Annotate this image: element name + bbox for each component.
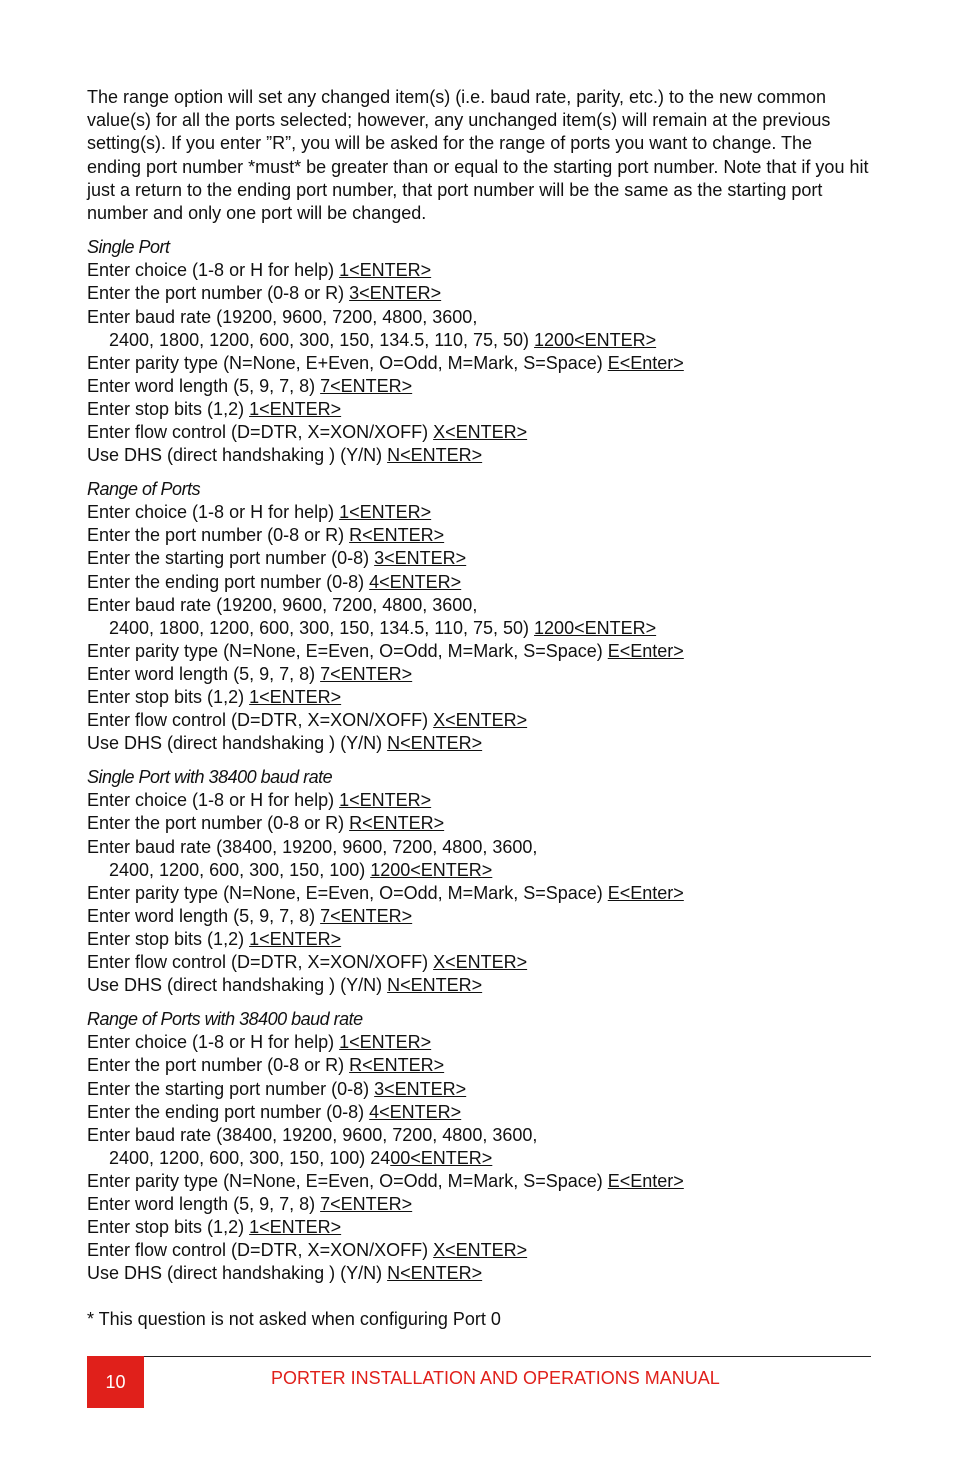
answer-text: X<ENTER>	[433, 1240, 528, 1261]
prompt-line	[87, 282, 871, 305]
prompt-line	[87, 1239, 871, 1262]
prompt-text: Enter stop bits (1,2)	[87, 928, 250, 949]
prompt-line	[87, 951, 871, 974]
prompt-text: Enter the port number (0-8 or R)	[87, 525, 350, 546]
prompt-text: Enter parity type (N=None, E+Even, O=Odd, M=Mark, S=Space)	[87, 352, 608, 373]
prompt-line	[87, 306, 871, 329]
prompt-line	[87, 1193, 871, 1216]
answer-text: 00<ENTER>	[390, 1147, 493, 1168]
prompt-line	[87, 1054, 871, 1077]
config-sections	[87, 236, 871, 1285]
answer-text: X<ENTER>	[433, 710, 528, 731]
answer-text: R<ENTER>	[349, 813, 445, 834]
answer-text: N<ENTER>	[387, 445, 483, 466]
prompt-text: Enter choice (1-8 or H for help)	[87, 790, 340, 811]
answer-text: 3<ENTER>	[374, 1078, 467, 1099]
config-section	[87, 766, 871, 997]
answer-text: N<ENTER>	[387, 733, 483, 754]
section-title: Single Port with 38400 baud rate	[87, 767, 333, 788]
prompt-text: Enter the port number (0-8 or R)	[87, 813, 350, 834]
prompt-text: Enter the port number (0-8 or R)	[87, 1055, 350, 1076]
config-section	[87, 478, 871, 755]
config-section	[87, 1008, 871, 1285]
prompt-text: 2400, 1800, 1200, 600, 300, 150, 134.5, 110, 75, 50)	[109, 617, 535, 638]
prompt-text: Enter the ending port number (0-8)	[87, 1101, 370, 1122]
answer-text: 1<ENTER>	[339, 1032, 432, 1053]
prompt-line	[87, 352, 871, 375]
answer-text: 7<ENTER>	[320, 905, 413, 926]
prompt-text: Enter baud rate (38400, 19200, 9600, 7200, 4800, 3600,	[87, 836, 538, 857]
prompt-line	[87, 398, 871, 421]
prompt-line	[87, 524, 871, 547]
section-title: Range of Ports	[87, 479, 201, 500]
prompt-line	[87, 882, 871, 905]
prompt-text: Use DHS (direct handshaking ) (Y/N)	[87, 975, 388, 996]
prompt-text: Enter stop bits (1,2)	[87, 1217, 250, 1238]
prompt-text: Enter the starting port number (0-8)	[87, 1078, 375, 1099]
answer-text: X<ENTER>	[433, 952, 528, 973]
section-title: Single Port	[87, 237, 170, 258]
prompt-line	[87, 421, 871, 444]
prompt-text: Enter word length (5, 9, 7, 8)	[87, 663, 321, 684]
prompt-text: Enter the port number (0-8 or R)	[87, 283, 350, 304]
footer-rule	[87, 1356, 871, 1357]
intro-paragraph: The range option will set any changed item(s) (i.e. baud rate, parity, etc.) to the new common value(s) for all the ports selected; however, any unchanged item(s) will remain at the previous setting(s). If you enter ”R”, you will be asked for the range of ports you want to change. The ending port number *must* be greater than or equal to the starting port number. Note that if you hit just a return to the ending port number, that port number will be the same as the starting port number and only one port will be changed.	[87, 87, 869, 224]
prompt-line	[87, 974, 871, 997]
answer-text: 1<ENTER>	[249, 1217, 342, 1238]
prompt-text: 2400, 1200, 600, 300, 150, 100) 24	[109, 1147, 391, 1168]
prompt-line	[87, 1031, 871, 1054]
prompt-text: Enter parity type (N=None, E=Even, O=Odd, M=Mark, S=Space)	[87, 640, 608, 661]
prompt-line	[87, 501, 871, 524]
document-body	[87, 86, 871, 1331]
prompt-line	[87, 594, 871, 617]
answer-text: 1200<ENTER>	[534, 329, 657, 350]
prompt-line	[87, 789, 871, 812]
answer-text: E<Enter>	[607, 352, 684, 373]
prompt-line	[87, 1078, 871, 1101]
answer-text: R<ENTER>	[349, 1055, 445, 1076]
prompt-line	[87, 444, 871, 467]
answer-text: 1<ENTER>	[339, 260, 432, 281]
prompt-text: Enter word length (5, 9, 7, 8)	[87, 905, 321, 926]
prompt-text: Use DHS (direct handshaking ) (Y/N)	[87, 445, 388, 466]
prompt-text: Enter stop bits (1,2)	[87, 687, 250, 707]
answer-text: E<Enter>	[607, 882, 684, 903]
prompt-text: Enter parity type (N=None, E=Even, O=Odd, M=Mark, S=Space)	[87, 882, 608, 903]
prompt-text: Enter parity type (N=None, E=Even, O=Odd, M=Mark, S=Space)	[87, 1170, 608, 1191]
prompt-text: Enter flow control (D=DTR, X=XON/XOFF)	[87, 1240, 434, 1261]
prompt-line	[87, 836, 871, 859]
prompt-line	[87, 928, 871, 951]
prompt-line	[87, 375, 871, 398]
prompt-line	[87, 640, 871, 663]
prompt-line	[87, 1147, 871, 1170]
answer-text: 4<ENTER>	[369, 1101, 462, 1122]
prompt-line	[87, 329, 871, 352]
prompt-text: Use DHS (direct handshaking ) (Y/N)	[87, 733, 388, 754]
answer-text: X<ENTER>	[433, 421, 528, 442]
prompt-line	[87, 571, 871, 594]
answer-text: 1<ENTER>	[249, 687, 342, 707]
prompt-text: Enter flow control (D=DTR, X=XON/XOFF)	[87, 710, 434, 731]
prompt-line	[87, 1216, 871, 1239]
prompt-line	[87, 905, 871, 928]
prompt-line	[87, 547, 871, 570]
config-section	[87, 236, 871, 467]
prompt-text: Enter flow control (D=DTR, X=XON/XOFF)	[87, 952, 434, 973]
prompt-line	[87, 709, 871, 732]
prompt-text: Enter the starting port number (0-8)	[87, 548, 375, 569]
prompt-text: Enter baud rate (19200, 9600, 7200, 4800, 3600,	[87, 306, 478, 327]
answer-text: N<ENTER>	[387, 1263, 483, 1284]
answer-text: R<ENTER>	[349, 525, 445, 546]
answer-text: E<Enter>	[607, 640, 684, 661]
footnote: * This question is not asked when configuring Port 0	[87, 1309, 501, 1330]
answer-text: 7<ENTER>	[320, 1193, 413, 1214]
prompt-line	[87, 732, 871, 755]
prompt-line	[87, 1101, 871, 1124]
page-number: 10	[87, 1356, 144, 1408]
prompt-line	[87, 1170, 871, 1193]
prompt-text: Enter word length (5, 9, 7, 8)	[87, 1193, 321, 1214]
prompt-text: 2400, 1200, 600, 300, 150, 100)	[109, 859, 371, 880]
answer-text: 1<ENTER>	[339, 502, 432, 523]
answer-text: 1200<ENTER>	[534, 617, 657, 638]
answer-text: E<Enter>	[607, 1170, 684, 1191]
prompt-text: Use DHS (direct handshaking ) (Y/N)	[87, 1263, 388, 1284]
answer-text: 7<ENTER>	[320, 375, 413, 396]
prompt-text: Enter choice (1-8 or H for help)	[87, 1032, 340, 1053]
prompt-text: Enter word length (5, 9, 7, 8)	[87, 375, 321, 396]
prompt-text: Enter the ending port number (0-8)	[87, 571, 370, 592]
prompt-line	[87, 617, 871, 640]
prompt-text: Enter baud rate (19200, 9600, 7200, 4800, 3600,	[87, 594, 478, 615]
prompt-text: Enter baud rate (38400, 19200, 9600, 7200, 4800, 3600,	[87, 1124, 538, 1145]
prompt-line	[87, 1124, 871, 1147]
prompt-line	[87, 1262, 871, 1285]
section-title: Range of Ports with 38400 baud rate	[87, 1009, 363, 1030]
answer-text: 1<ENTER>	[339, 790, 432, 811]
prompt-line	[87, 859, 871, 882]
prompt-text: Enter flow control (D=DTR, X=XON/XOFF)	[87, 421, 434, 442]
answer-text: 1<ENTER>	[249, 398, 342, 419]
prompt-line	[87, 663, 871, 686]
answer-text: 3<ENTER>	[374, 548, 467, 569]
answer-text: 4<ENTER>	[369, 571, 462, 592]
answer-text: N<ENTER>	[387, 975, 483, 996]
answer-text: 7<ENTER>	[320, 663, 413, 684]
footer-title: PORTER INSTALLATION AND OPERATIONS MANUAL	[271, 1368, 720, 1388]
answer-text: 1<ENTER>	[249, 928, 342, 949]
prompt-line	[87, 686, 871, 709]
prompt-text: Enter stop bits (1,2)	[87, 398, 250, 419]
prompt-line	[87, 259, 871, 282]
prompt-text: 2400, 1800, 1200, 600, 300, 150, 134.5, 110, 75, 50)	[109, 329, 535, 350]
answer-text: 1200<ENTER>	[370, 859, 493, 880]
prompt-text: Enter choice (1-8 or H for help)	[87, 502, 340, 523]
prompt-text: Enter choice (1-8 or H for help)	[87, 260, 340, 281]
prompt-line	[87, 812, 871, 835]
answer-text: 3<ENTER>	[349, 283, 442, 304]
